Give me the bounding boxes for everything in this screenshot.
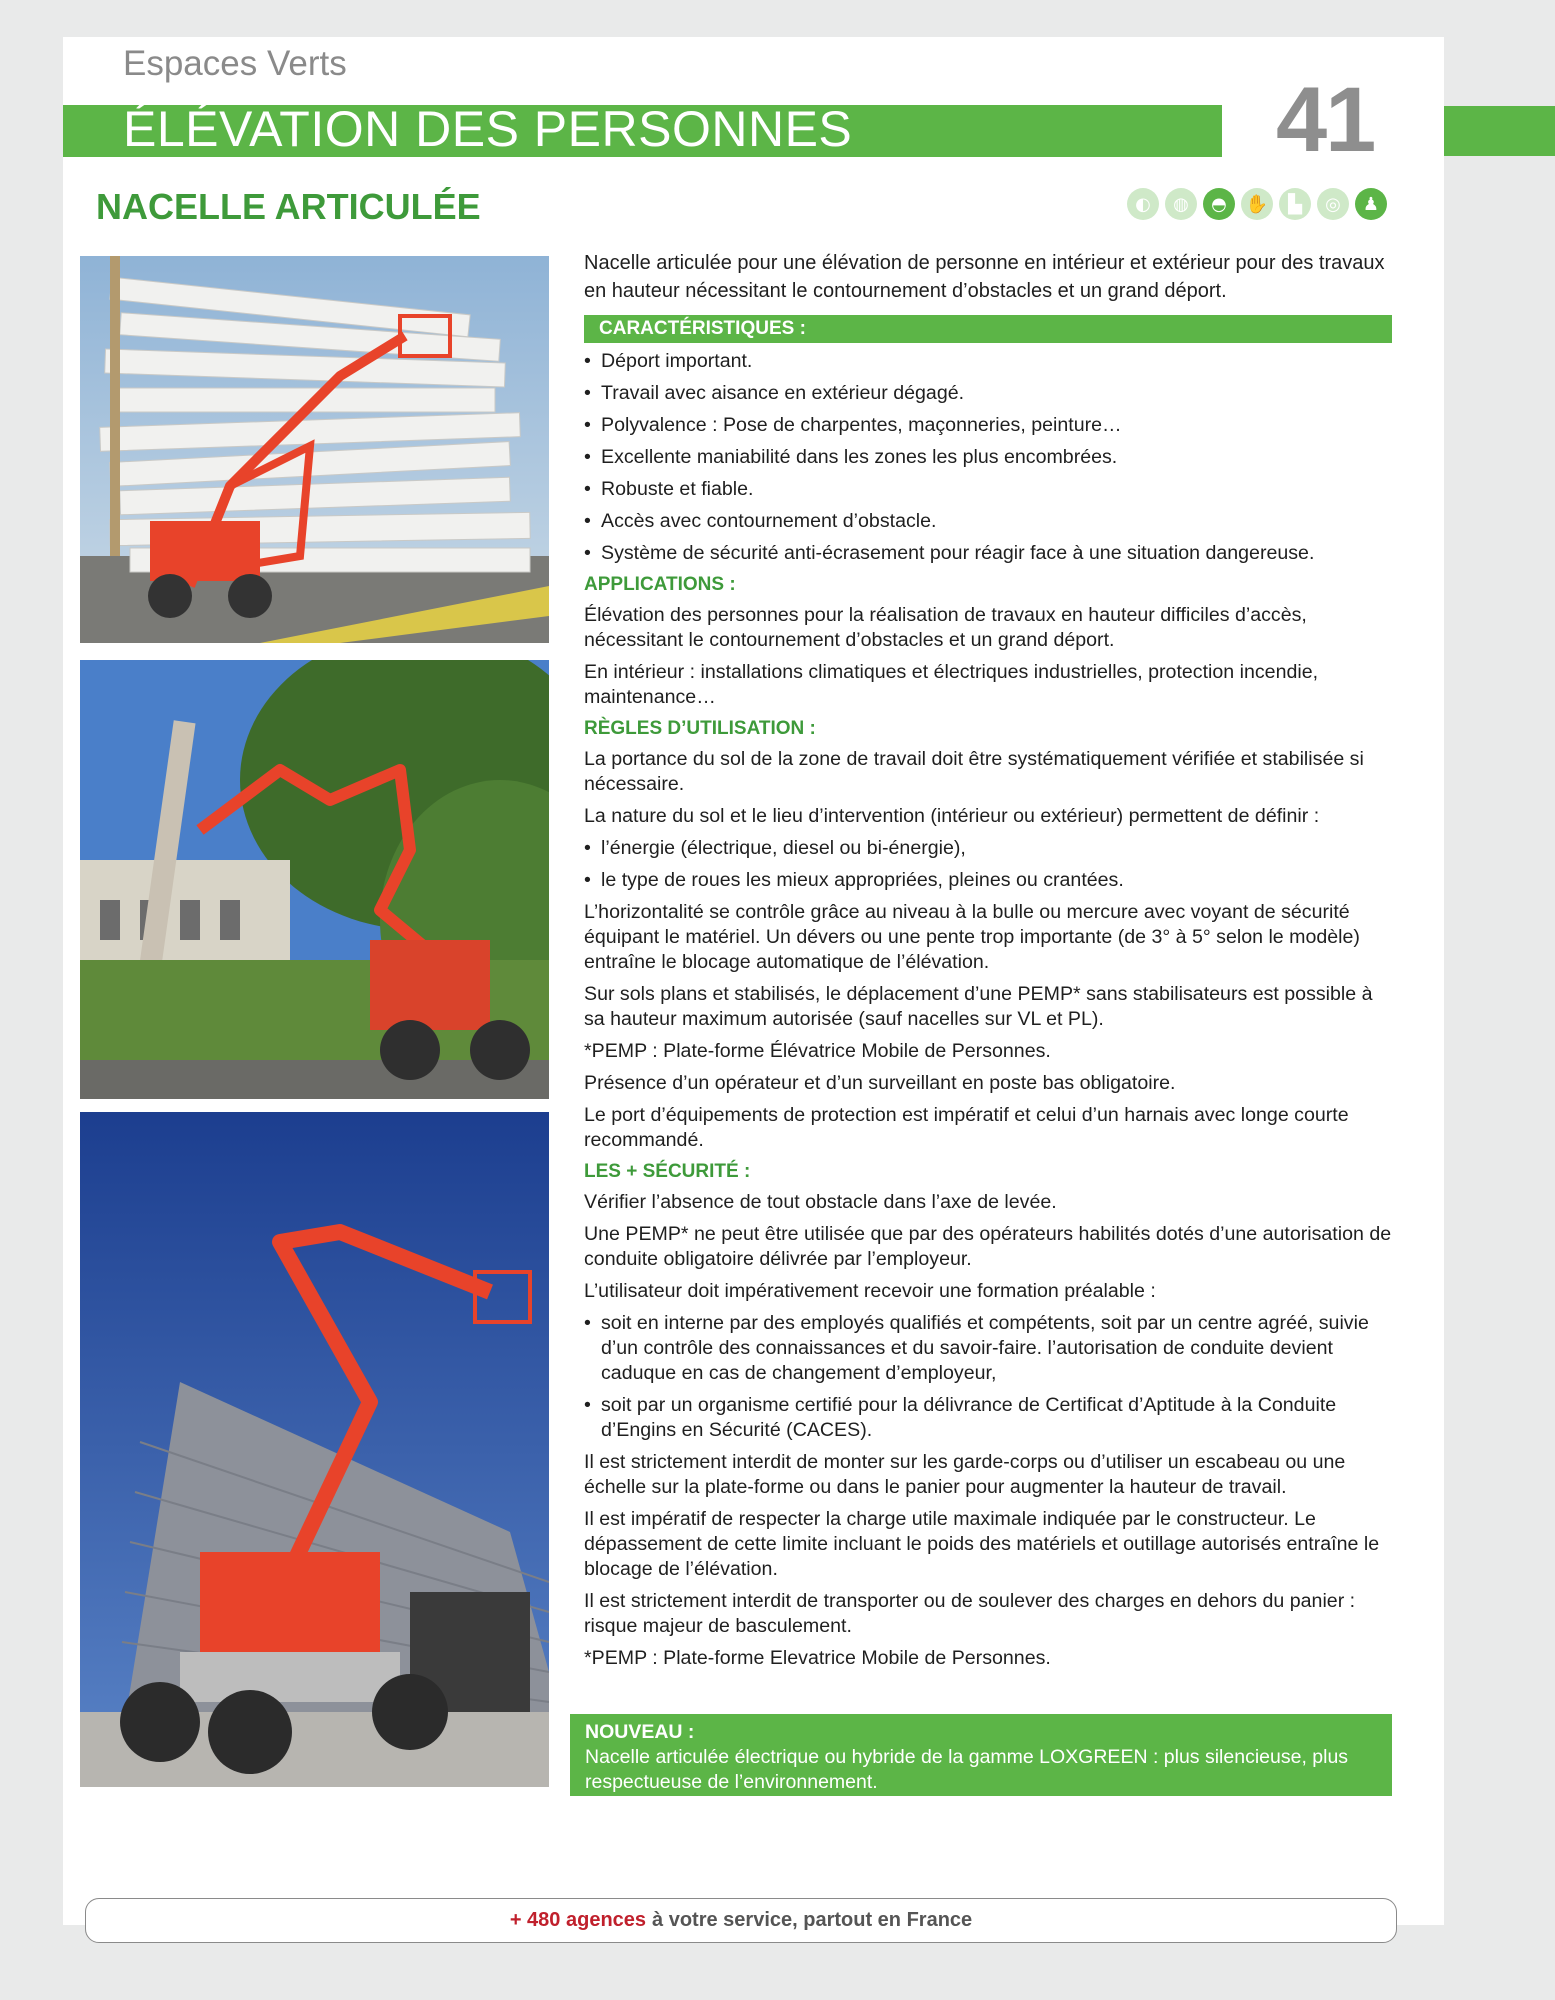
section-label: Espaces Verts [123, 44, 347, 83]
page-title: ÉLÉVATION DES PERSONNES [123, 101, 853, 157]
list-item: • le type de roues les mieux appropriées, pleines ou crantées. [584, 868, 1392, 893]
boots-icon: ▙ [1279, 188, 1311, 220]
features-heading: CARACTÉRISTIQUES : [584, 315, 1392, 343]
footer-agency-count: + 480 agences [509, 1909, 647, 1931]
rules-text: L’horizontalité se contrôle grâce au niveau à la bulle ou mercure avec voyant de sécurité équipant le matériel. Un dévers ou une pente trop importante (de 3° à 5° selon le modèle) entraîne le blocage automatique de l’élévation. [584, 901, 1360, 973]
safety-icons [1127, 188, 1387, 220]
helmet-icon: ◓ [1203, 188, 1235, 220]
safety-heading: LES + SÉCURITÉ : [584, 1161, 751, 1182]
safety-text: Il est strictement interdit de transporter ou de soulever des charges en dehors du panier : risque majeur de basculement. [584, 1590, 1356, 1637]
list-item: • Déport important. [584, 349, 1392, 374]
applications-heading: APPLICATIONS : [584, 574, 736, 595]
new-product-callout [570, 1714, 1392, 1796]
list-item: • l’énergie (électrique, diesel ou bi-énergie), [584, 836, 1392, 861]
page-number: 41 [1276, 69, 1375, 171]
photo-lift-building [80, 1112, 549, 1787]
safety-text: Une PEMP* ne peut être utilisée que par des opérateurs habilités dotés d’une autorisation de conduite obligatoire délivrée par l’employeur. [584, 1223, 1392, 1270]
rules-heading: RÈGLES D’UTILISATION : [584, 718, 816, 739]
photo-lift-sculpture [80, 256, 549, 643]
harness-icon: ♟ [1355, 188, 1387, 220]
list-item: • Accès avec contournement d’obstacle. [584, 509, 1392, 534]
new-heading: NOUVEAU : [585, 1721, 695, 1743]
applications-text: En intérieur : installations climatiques et électriques industrielles, protection incendie, maintenance… [584, 661, 1319, 708]
list-item: • Travail avec aisance en extérieur dégagé. [584, 381, 1392, 406]
list-item: • Excellente maniabilité dans les zones les plus encombrées. [584, 445, 1392, 470]
list-item: • soit en interne par des employés qualifiés et compétents, soit par un centre agréé, suivie d’un contrôle des connaissances et du savoir-faire. l’autorisation de conduite devient caduque en cas de changement d’employeur, [584, 1311, 1392, 1386]
rules-list [584, 836, 1392, 893]
list-item: • Polyvalence : Pose de charpentes, maçonneries, peinture… [584, 413, 1392, 438]
new-text: Nacelle articulée électrique ou hybride de la gamme LOXGREEN : plus silencieuse, plus respectueuse de l’environnement. [585, 1746, 1349, 1793]
rules-text: Le port d’équipements de protection est impératif et celui d’un harnais avec longe courte recommandé. [584, 1104, 1349, 1151]
list-item: • Robuste et fiable. [584, 477, 1392, 502]
applications-text: Élévation des personnes pour la réalisation de travaux en hauteur difficiles d’accès, nécessitant le contournement d’obstacles et un grand déport. [584, 604, 1307, 651]
intro-text: Nacelle articulée pour une élévation de personne en intérieur et extérieur pour des travaux en hauteur nécessitant le contournement d’obstacles et un grand déport. [584, 252, 1385, 302]
photo-lift-trees [80, 660, 549, 1099]
product-subtitle: NACELLE ARTICULÉE [96, 186, 481, 227]
safety-text: L’utilisateur doit impérativement recevoir une formation préalable : [584, 1280, 1156, 1302]
rules-text: *PEMP : Plate-forme Élévatrice Mobile de Personnes. [584, 1040, 1051, 1062]
safety-text: Vérifier l’absence de tout obstacle dans l’axe de levée. [584, 1191, 1057, 1213]
chapter-tab [1444, 106, 1555, 156]
footer-text: à votre service, partout en France [652, 1909, 973, 1931]
rules-text: La nature du sol et le lieu d’intervention (intérieur ou extérieur) permettent de définir : [584, 805, 1320, 827]
safety-list [584, 1311, 1392, 1443]
mask-icon: ◍ [1165, 188, 1197, 220]
goggles-icon: ◎ [1317, 188, 1349, 220]
gloves-icon: ✋ [1241, 188, 1273, 220]
rules-text: Sur sols plans et stabilisés, le déplacement d’une PEMP* sans stabilisateurs est possible à sa hauteur maximum autorisée (sauf nacelles sur VL et PL). [584, 983, 1373, 1030]
features-list [584, 349, 1392, 566]
rules-text: La portance du sol de la zone de travail doit être systématiquement vérifiée et stabilisée si nécessaire. [584, 748, 1364, 795]
footer-banner [85, 1898, 1397, 1943]
safety-text: *PEMP : Plate-forme Elevatrice Mobile de Personnes. [584, 1647, 1051, 1669]
safety-text: Il est impératif de respecter la charge utile maximale indiquée par le constructeur. Le dépassement de cette limite incluant le poids des matériels et outillage autorisés entraîne le blocage de l’élévation. [584, 1508, 1380, 1580]
rules-text: Présence d’un opérateur et d’un surveillant en poste bas obligatoire. [584, 1072, 1176, 1094]
hearing-protection-icon: ◐ [1127, 188, 1159, 220]
list-item: • soit par un organisme certifié pour la délivrance de Certificat d’Aptitude à la Conduite d’Engins en Sécurité (CACES). [584, 1393, 1392, 1443]
safety-text: Il est strictement interdit de monter sur les garde-corps ou d’utiliser un escabeau ou une échelle sur la plate-forme ou dans le panier pour augmenter la hauteur de travail. [584, 1451, 1346, 1498]
list-item: • Système de sécurité anti-écrasement pour réagir face à une situation dangereuse. [584, 541, 1392, 566]
description-column [584, 249, 1392, 1678]
